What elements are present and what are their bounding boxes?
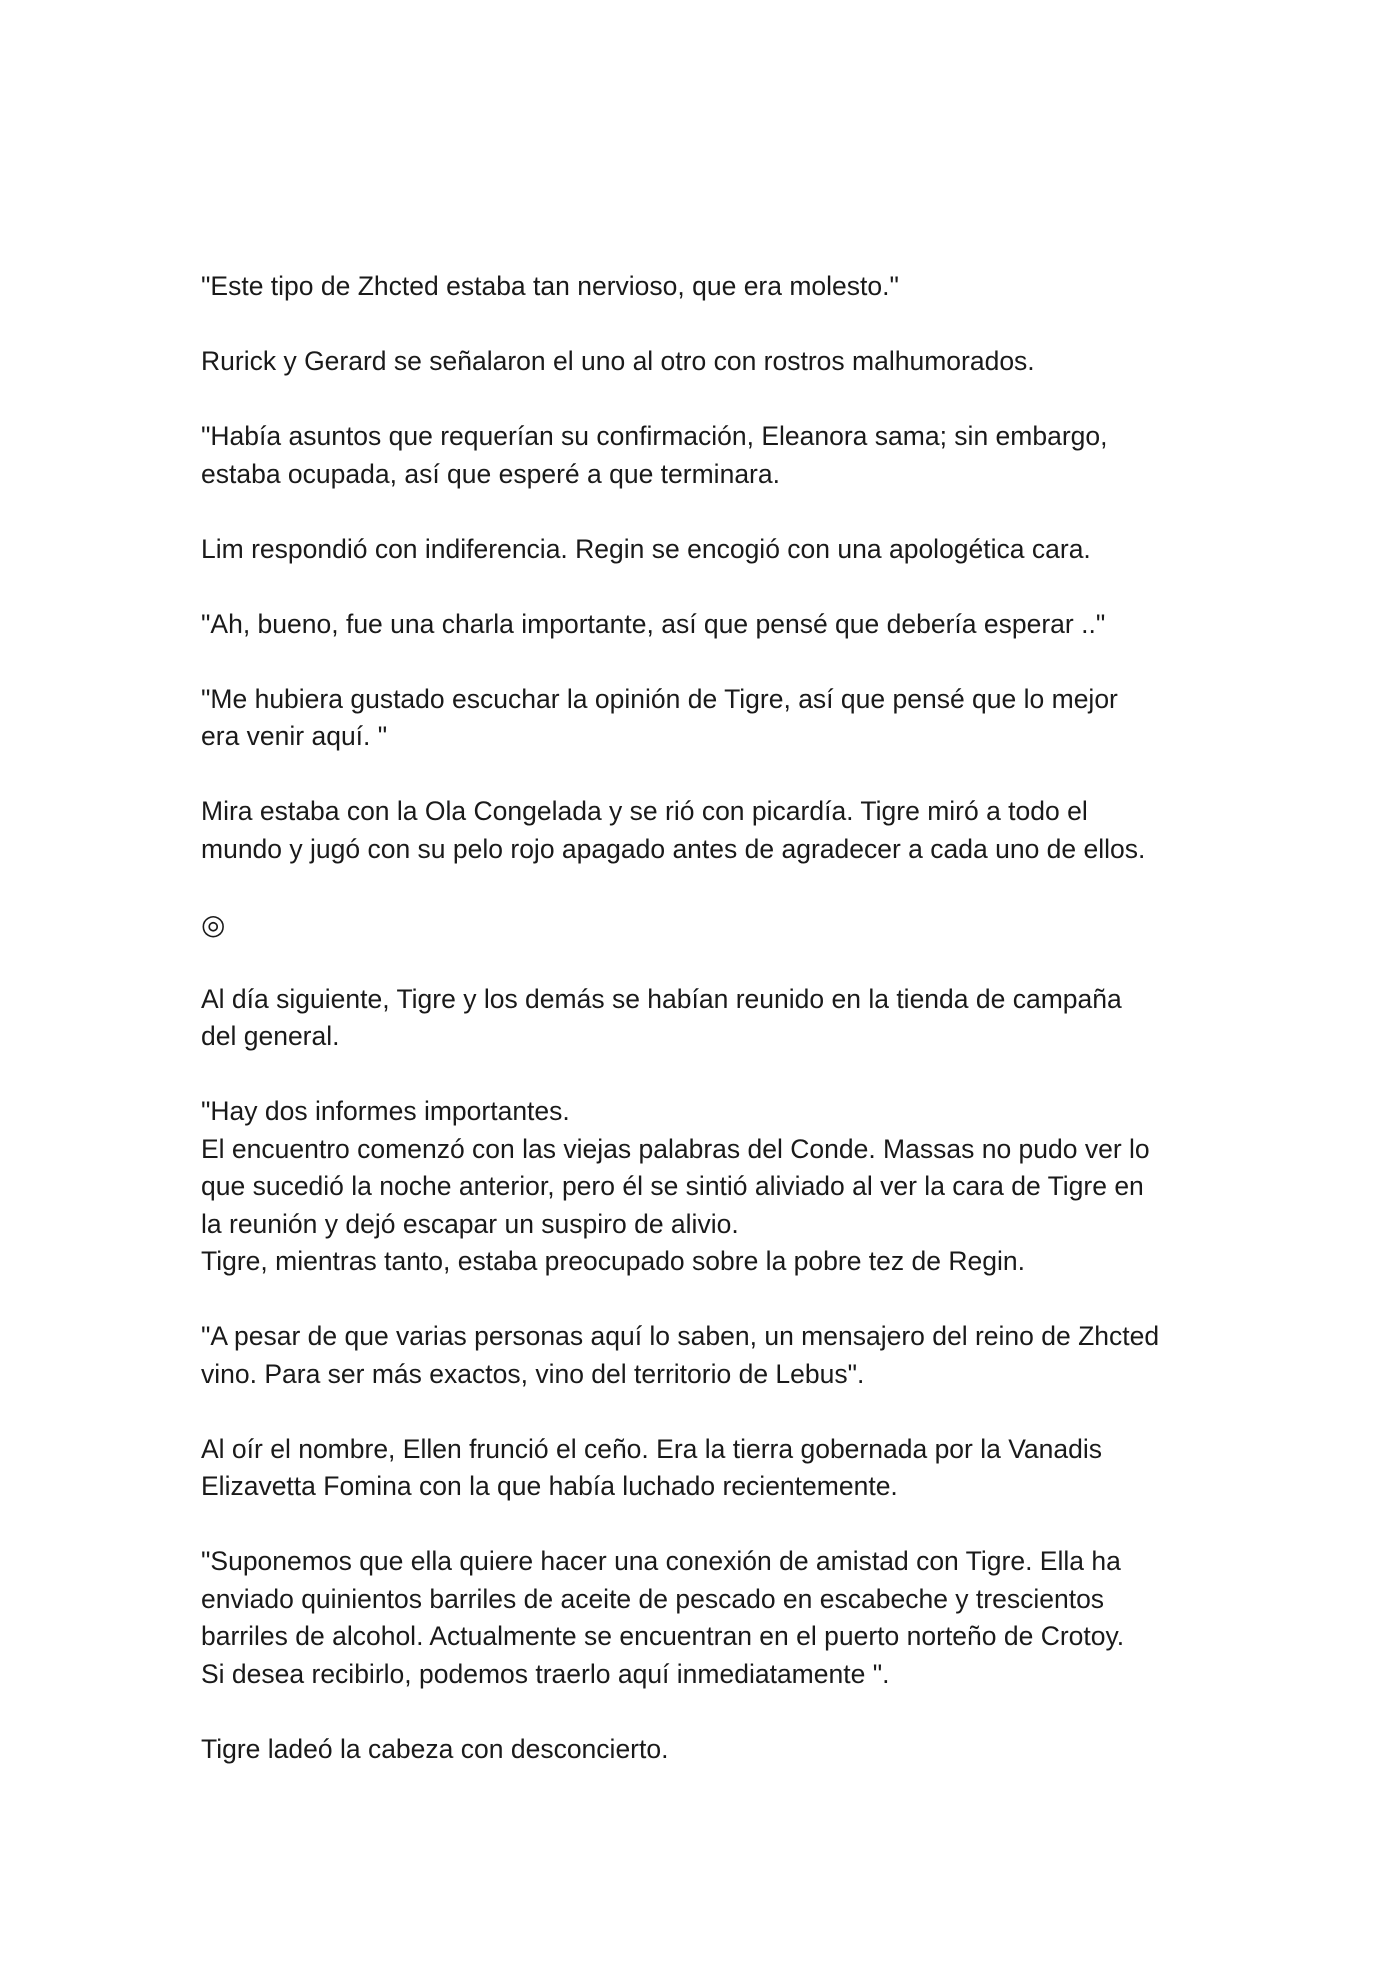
text-line: la reunión y dejó escapar un suspiro de alivio. [201, 1208, 739, 1239]
text-line: Si desea recibirlo, podemos traerlo aquí inmediatamente ". [201, 1658, 890, 1689]
paragraph-12 [201, 1543, 1221, 1693]
text-line: "Este tipo de Zhcted estaba tan nervioso, que era molesto." [201, 271, 899, 301]
text-line: "Suponemos que ella quiere hacer una conexión de amistad con Tigre. Ella ha [201, 1546, 1121, 1576]
document-body [201, 268, 1221, 1806]
paragraph-2 [201, 343, 1221, 381]
paragraph-1 [201, 268, 1221, 306]
text-line: "Me hubiera gustado escuchar la opinión de Tigre, así que pensé que lo mejor [201, 683, 1118, 714]
paragraph-13 [201, 1731, 1221, 1769]
text-line: "Había asuntos que requerían su confirmación, Eleanora sama; sin embargo, [201, 421, 1108, 451]
paragraph-10 [201, 1318, 1221, 1393]
paragraph-3 [201, 418, 1221, 493]
text-line: Al día siguiente, Tigre y los demás se habían reunido en la tienda de campaña [201, 983, 1122, 1014]
paragraph-7 [201, 793, 1221, 868]
text-line: del general. [201, 1021, 340, 1051]
text-line: enviado quinientos barriles de aceite de pescado en escabeche y trescientos [201, 1583, 1105, 1614]
paragraph-4 [201, 531, 1221, 569]
text-line: "Ah, bueno, fue una charla importante, así que pensé que debería esperar .." [201, 608, 1106, 639]
text-line: El encuentro comenzó con las viejas palabras del Conde. Massas no pudo ver lo [201, 1133, 1150, 1164]
text-line: vino. Para ser más exactos, vino del territorio de Lebus". [201, 1358, 865, 1389]
text-line: "Hay dos informes importantes. [201, 1096, 570, 1126]
text-line: Lim respondió con indiferencia. Regin se encogió con una apologética cara. [201, 533, 1091, 564]
paragraph-9 [201, 1093, 1221, 1281]
text-line: mundo y jugó con su pelo rojo apagado antes de agradecer a cada uno de ellos. [201, 833, 1146, 864]
scene-separator [201, 906, 1221, 944]
text-line: estaba ocupada, así que esperé a que terminara. [201, 458, 780, 489]
bullseye-separator-icon: ◎ [201, 907, 226, 941]
text-line: Mira estaba con la Ola Congelada y se rió con picardía. Tigre miró a todo el [201, 796, 1088, 826]
text-line: Elizavetta Fomina con la que había luchado recientemente. [201, 1471, 898, 1501]
text-line: Al oír el nombre, Ellen frunció el ceño. Era la tierra gobernada por la Vanadis [201, 1433, 1103, 1464]
text-line: Tigre ladeó la cabeza con desconcierto. [201, 1733, 669, 1764]
text-line: barriles de alcohol. Actualmente se encuentran en el puerto norteño de Crotoy. [201, 1621, 1125, 1651]
text-line: Tigre, mientras tanto, estaba preocupado sobre la pobre tez de Regin. [201, 1246, 1025, 1276]
text-line: Rurick y Gerard se señalaron el uno al otro con rostros malhumorados. [201, 346, 1035, 376]
text-line: era venir aquí. " [201, 721, 388, 751]
text-line: "A pesar de que varias personas aquí lo saben, un mensajero del reino de Zhcted [201, 1321, 1160, 1351]
text-line: que sucedió la noche anterior, pero él se sintió aliviado al ver la cara de Tigre en [201, 1171, 1144, 1201]
paragraph-8 [201, 981, 1221, 1056]
paragraph-5 [201, 606, 1221, 644]
paragraph-11 [201, 1431, 1221, 1506]
paragraph-6 [201, 681, 1221, 756]
